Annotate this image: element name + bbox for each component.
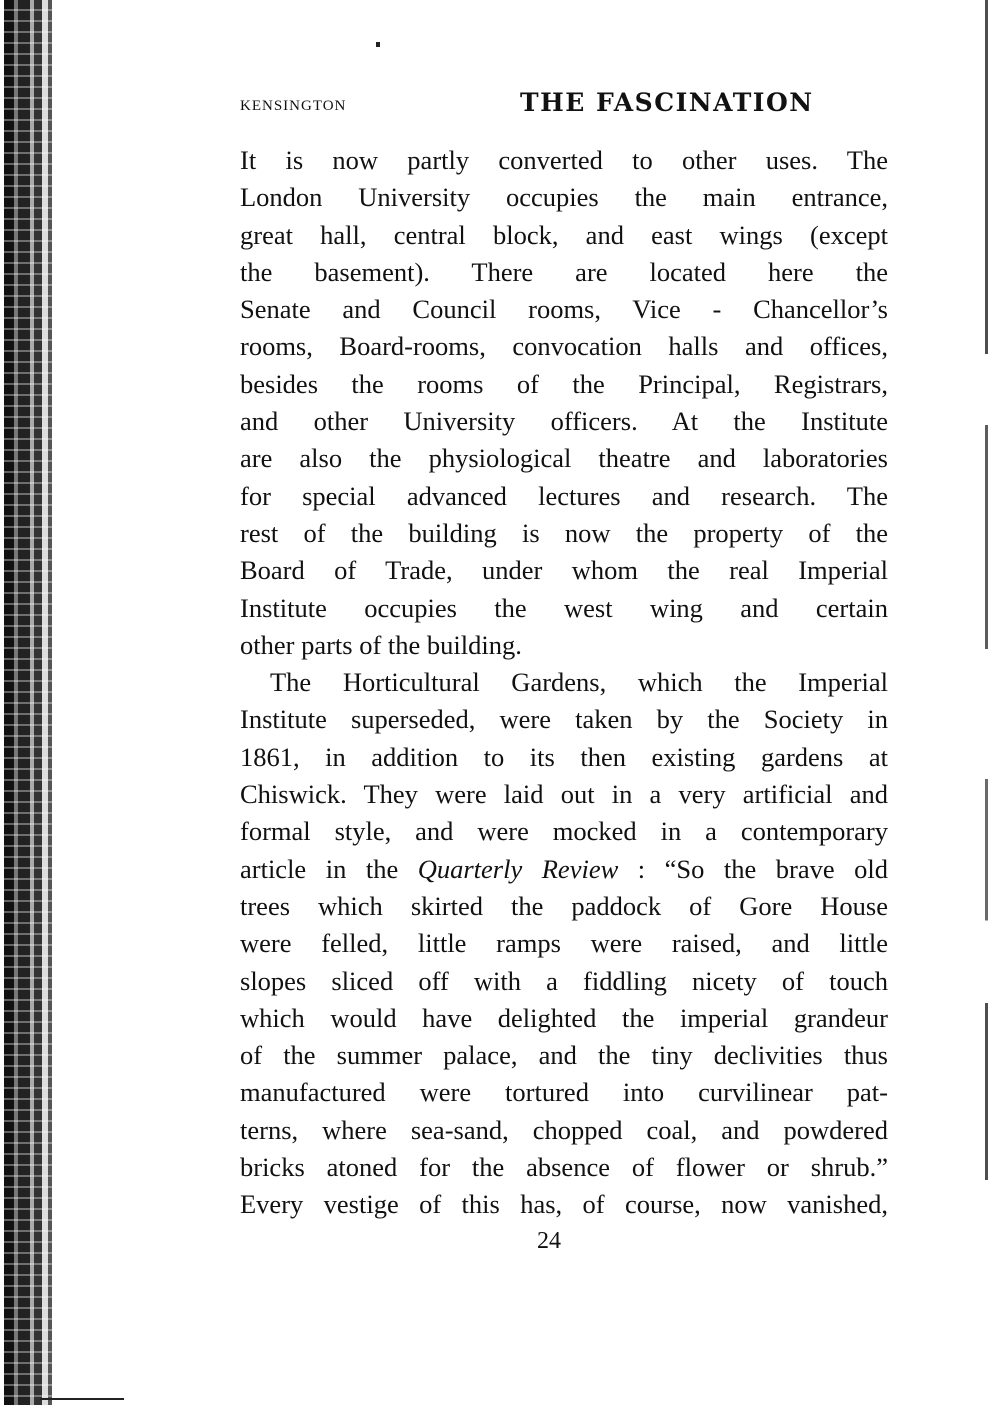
paragraph bbox=[240, 142, 888, 664]
text-line: Institute occupies the west wing and certain bbox=[240, 592, 888, 623]
scanned-binding-edge bbox=[0, 0, 62, 1405]
text-line bbox=[240, 851, 888, 888]
binding-edge-line bbox=[40, 1398, 124, 1400]
text-line: are also the physiological theatre and laboratories bbox=[240, 443, 888, 474]
text-line: terns, where sea-sand, chopped coal, and powdered bbox=[240, 1114, 888, 1145]
text-line: Senate and Council rooms, Vice - Chancellor’s bbox=[240, 294, 888, 325]
text-line: great hall, central block, and east wings (except bbox=[240, 219, 888, 250]
text-line: for special advanced lectures and research. The bbox=[240, 480, 888, 511]
text-line: formal style, and were mocked in a contemporary bbox=[240, 816, 888, 847]
text-line: and other University officers. At the Institute bbox=[240, 406, 888, 437]
scan-speck bbox=[376, 42, 380, 47]
text-line: Every vestige of this has, of course, now vanished, bbox=[240, 1189, 888, 1220]
text-line: rest of the building is now the property of the bbox=[240, 517, 888, 548]
body-text bbox=[240, 142, 888, 1224]
text-line: bricks atoned for the absence of flower or shrub.” bbox=[240, 1152, 888, 1183]
text-line: trees which skirted the paddock of Gore House bbox=[240, 890, 888, 921]
text-line: besides the rooms of the Principal, Registrars, bbox=[240, 368, 888, 399]
text-segment: : “So the brave old bbox=[618, 853, 889, 884]
text-line: which would have delighted the imperial grandeur bbox=[240, 1002, 888, 1033]
text-line: 1861, in addition to its then existing gardens at bbox=[240, 741, 888, 772]
page-number: 24 bbox=[537, 1228, 561, 1254]
text-line: rooms, Board-rooms, convocation halls and offices, bbox=[240, 331, 888, 362]
text-line: were felled, little ramps were raised, and little bbox=[240, 928, 888, 959]
text-line: The Horticultural Gardens, which the Imperial bbox=[270, 667, 888, 698]
text-line: It is now partly converted to other uses. The bbox=[240, 145, 888, 175]
running-head-left: KENSINGTON bbox=[240, 98, 347, 114]
text-line: Institute superseded, were taken by the Society in bbox=[240, 704, 888, 735]
running-title: THE FASCINATION bbox=[520, 88, 814, 117]
text-segment: article in the bbox=[240, 853, 418, 884]
text-line: of the summer palace, and the tiny declivities thus bbox=[240, 1040, 888, 1071]
italic-title: Quarterly Review bbox=[417, 853, 619, 884]
text-line: Board of Trade, under whom the real Imperial bbox=[240, 555, 888, 586]
text-line: manufactured were tortured into curvilinear pat- bbox=[240, 1077, 888, 1108]
text-line: London University occupies the main entrance, bbox=[240, 182, 888, 213]
text-line: Chiswick. They were laid out in a very artificial and bbox=[240, 779, 888, 810]
text-line: other parts of the building. bbox=[240, 629, 522, 660]
text-line: slopes sliced off with a fiddling nicety of touch bbox=[240, 965, 888, 996]
text-line: the basement). There are located here the bbox=[240, 256, 888, 287]
page-right-edge bbox=[985, 0, 988, 1180]
paragraph bbox=[240, 664, 888, 1223]
